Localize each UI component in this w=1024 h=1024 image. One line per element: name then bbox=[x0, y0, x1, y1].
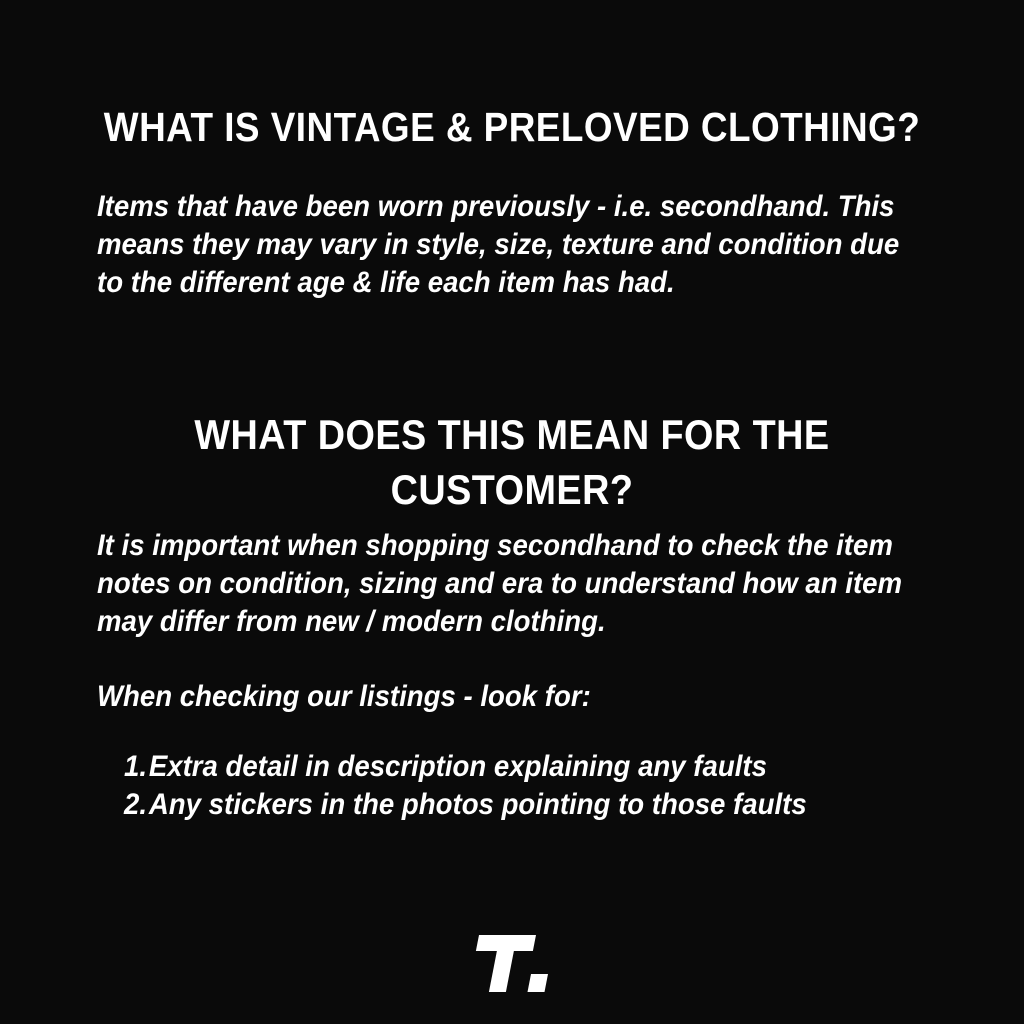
listings-leadin: When checking our listings - look for: bbox=[97, 680, 591, 713]
section-heading-line-2: CUSTOMER? bbox=[390, 465, 634, 513]
page-title: WHAT IS VINTAGE & PRELOVED CLOTHING? bbox=[103, 104, 921, 151]
list-item-text: Any stickers in the photos pointing to those faults bbox=[148, 788, 807, 821]
section-paragraph bbox=[97, 527, 902, 641]
list-item-number: 1. bbox=[124, 750, 148, 783]
brand-logo-t-icon bbox=[470, 935, 560, 993]
intro-line-3: to the different age & life each item has had. bbox=[97, 266, 675, 299]
checklist bbox=[124, 748, 807, 824]
list-item-number: 2. bbox=[124, 788, 148, 821]
intro-paragraph bbox=[97, 188, 899, 302]
section-heading bbox=[51, 407, 973, 517]
section-line-2: notes on condition, sizing and era to understand how an item bbox=[97, 567, 903, 600]
section-line-1: It is important when shopping secondhand to check the item bbox=[97, 529, 893, 562]
section-heading-line-1: WHAT DOES THIS MEAN FOR THE bbox=[194, 410, 830, 458]
list-item-text: Extra detail in description explaining any faults bbox=[148, 750, 767, 783]
logo-period bbox=[528, 974, 548, 992]
list-item bbox=[124, 748, 807, 786]
intro-line-2: means they may vary in style, size, texture and condition due bbox=[97, 228, 900, 261]
logo-text bbox=[470, 935, 471, 936]
section-line-3: may differ from new / modern clothing. bbox=[97, 605, 606, 638]
list-item bbox=[124, 786, 807, 824]
intro-line-1: Items that have been worn previously - i.e. secondhand. This bbox=[97, 190, 895, 223]
